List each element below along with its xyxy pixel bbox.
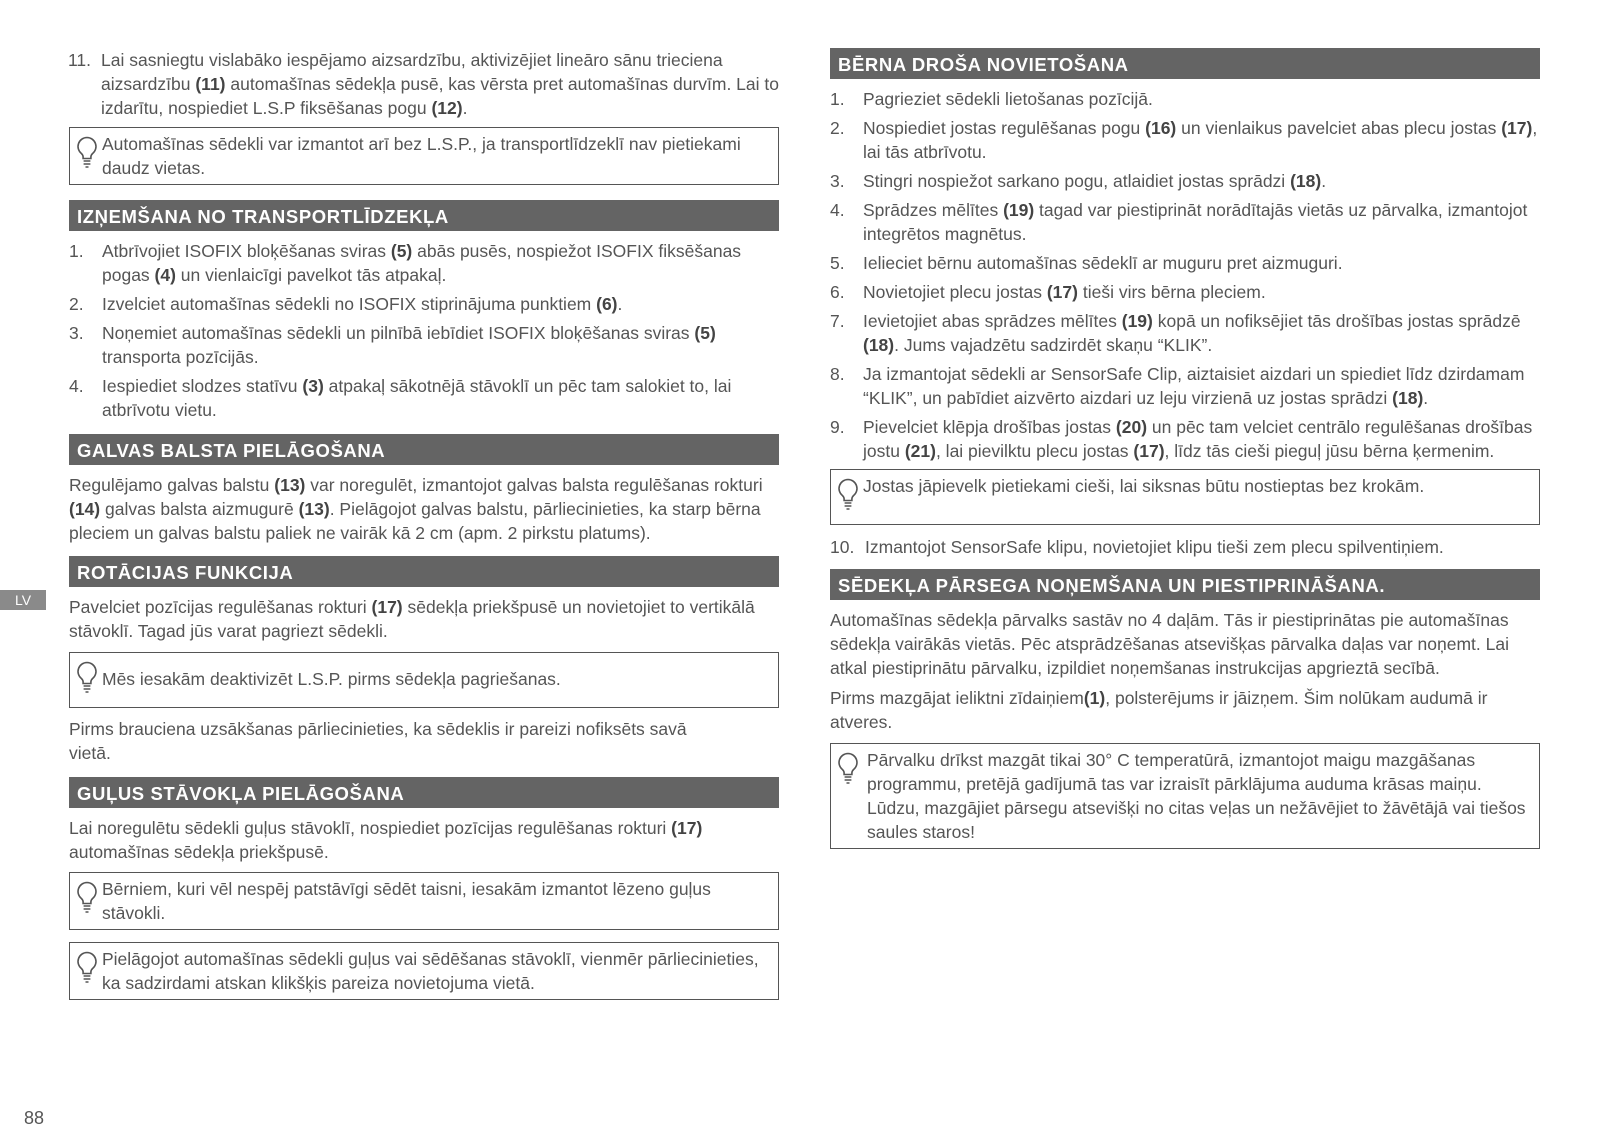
section-heading: GUĻUS STĀVOKĻA PIELĀGOŠANA — [69, 777, 779, 808]
lightbulb-icon — [74, 947, 102, 993]
language-tab: LV — [0, 590, 46, 610]
page-number: 88 — [24, 1108, 45, 1128]
tip-box — [69, 872, 779, 930]
paragraph: Pavelciet pozīcijas regulēšanas rokturi (17) sēdekļa priekšpusē un novietojiet to vertikālā stāvoklī. Tagad jūs varat pagriezt sēdekli. — [69, 597, 755, 641]
item-number: 4. — [830, 200, 845, 220]
item-text: Atbrīvojiet ISOFIX bloķēšanas sviras (5) abās pusēs, nospiežot ISOFIX fiksēšanas pogas (4) un vienlaicīgi pavelkot tās atpakaļ. — [102, 241, 742, 285]
tip-text: Mēs iesakām deaktivizēt L.S.P. pirms sēdekļa pagriešanas. — [102, 669, 561, 689]
tip-box — [69, 652, 779, 708]
right-column — [830, 48, 1540, 849]
item-number: 1. — [830, 89, 845, 109]
item-text: Stingri nospiežot sarkano pogu, atlaidiet jostas sprādzi (18). — [863, 171, 1327, 191]
item-number: 6. — [830, 282, 845, 302]
item-number: 8. — [830, 364, 845, 384]
section-heading: BĒRNA DROŠA NOVIETOŠANA — [830, 48, 1540, 79]
list-item — [830, 251, 1540, 275]
paragraph: Lai noregulētu sēdekli guļus stāvoklī, nospiediet pozīcijas regulēšanas rokturi (17) automašīnas sēdekļa priekšpusē. — [69, 818, 703, 862]
list-item — [69, 321, 779, 369]
paragraph: Pirms mazgājat ieliktni zīdaiņiem(1), polsterējums ir jāizņem. Šim nolūkam audumā ir atveres. — [830, 688, 1488, 732]
item-number: 1. — [69, 241, 84, 261]
item-text: Novietojiet plecu jostas (17) tieši virs bērna pleciem. — [863, 282, 1266, 302]
left-column — [69, 48, 779, 1000]
item-text: Nospiediet jostas regulēšanas pogu (16) un vienlaikus pavelciet abas plecu jostas (17), lai tās atbrīvotu. — [863, 118, 1538, 162]
section-heading: IZŅEMŠANA NO TRANSPORTLĪDZEKĻA — [69, 200, 779, 231]
item-text: Pievelciet klēpja drošības jostas (20) un pēc tam velciet centrālo regulēšanas drošības jostu (21), lai pievilktu plecu jostas (17), līdz tās cieši pieguļ jūsu bērna ķermenim. — [863, 417, 1533, 461]
lightbulb-icon — [74, 877, 102, 923]
list-item — [830, 169, 1540, 193]
item-number: 11. — [68, 50, 92, 70]
tip-text: Jostas jāpievelk pietiekami cieši, lai siksnas būtu nostieptas bez krokām. — [863, 476, 1425, 496]
list-item — [68, 48, 779, 120]
item-number: 2. — [830, 118, 845, 138]
tip-text: Pielāgojot automašīnas sēdekli guļus vai sēdēšanas stāvoklī, vienmēr pārliecinieties, ka sadzirdami atskan klikšķis pareiza novietojuma vietā. — [102, 949, 759, 993]
list-item — [830, 280, 1540, 304]
tip-box — [830, 743, 1540, 849]
item-number: 5. — [830, 253, 845, 273]
tip-text: Automašīnas sēdekli var izmantot arī bez L.S.P., ja transportlīdzeklī nav pietiekami daudz vietas. — [102, 134, 741, 178]
list-item — [830, 87, 1540, 111]
list-item — [69, 374, 779, 422]
lightbulb-icon — [74, 132, 102, 178]
list-item — [830, 198, 1540, 246]
item-number: 3. — [830, 171, 845, 191]
item-text: Noņemiet automašīnas sēdekli un pilnībā iebīdiet ISOFIX bloķēšanas sviras (5) transporta pozīcijās. — [102, 323, 716, 367]
item-number: 2. — [69, 294, 84, 314]
list-item — [69, 292, 779, 316]
item-number: 9. — [830, 417, 845, 437]
section-heading: SĒDEKĻA PĀRSEGA NOŅEMŠANA UN PIESTIPRINĀŠANA. — [830, 569, 1540, 600]
item-text: Sprādzes mēlītes (19) tagad var piestiprināt norādītajās vietās uz pārvalka, izmantojot integrētos magnētus. — [863, 200, 1528, 244]
list-item — [69, 239, 779, 287]
item-text: Izmantojot SensorSafe klipu, novietojiet klipu tieši zem plecu spilventiņiem. — [865, 537, 1444, 557]
paragraph: Automašīnas sēdekļa pārvalks sastāv no 4 daļām. Tās ir piestiprinātas pie automašīnas sēdekļa vairākās vietās. Pēc atsprādzēšanas atsevišķas pārvalka daļas var noņemt. Lai atkal piestiprinātu pārvalku, izpildiet noņemšanas instrukcijas apgrieztā secībā. — [830, 610, 1509, 678]
item-text: Iespiediet slodzes statīvu (3) atpakaļ sākotnējā stāvoklī un pēc tam salokiet to, lai atbrīvotu vietu. — [102, 376, 732, 420]
list-item — [830, 415, 1540, 463]
tip-text: Pārvalku drīkst mazgāt tikai 30° C temperatūrā, izmantojot maigu mazgāšanas programmu, pretējā gadījumā tas var izraisīt pārklājuma auduma krāsas maiņu. Lūdzu, mazgājiet pārsegu atsevišķi no citas veļas un nežāvējiet to žāvētājā vai tiešos saules staros! — [867, 750, 1526, 842]
item-text: Ja izmantojat sēdekli ar SensorSafe Clip, aiztaisiet aizdari un spiediet līdz dzirdamam “KLIK”, un pabīdiet aizvērto aizdari uz leju virzienā uz jostas sprādzi (18). — [863, 364, 1525, 408]
list-item — [830, 116, 1540, 164]
section-heading: GALVAS BALSTA PIELĀGOŠANA — [69, 434, 779, 465]
tip-box — [69, 942, 779, 1000]
tip-box — [69, 127, 779, 185]
item-number: 10. — [830, 537, 855, 557]
item-text: Ielieciet bērnu automašīnas sēdeklī ar muguru pret aizmuguri. — [863, 253, 1343, 273]
lightbulb-icon — [835, 474, 863, 520]
list-item — [830, 535, 1540, 559]
item-text: Izvelciet automašīnas sēdekli no ISOFIX stiprinājuma punktiem (6). — [102, 294, 623, 314]
paragraph: Pirms brauciena uzsākšanas pārliecinieties, ka sēdeklis ir pareizi nofiksēts savā vietā. — [69, 719, 687, 763]
item-number: 3. — [69, 323, 84, 343]
tip-box — [830, 469, 1540, 525]
list-item — [830, 362, 1540, 410]
item-text: Lai sasniegtu vislabāko iespējamo aizsardzību, aktivizējiet lineāro sānu trieciena aizsardzību (11) automašīnas sēdekļa pusē, kas vērsta pret automašīnas durvīm. Lai to izdarītu, nospiediet L.S.P fiksēšanas pogu (12). — [101, 50, 779, 118]
lightbulb-icon — [835, 748, 867, 794]
item-number: 7. — [830, 311, 845, 331]
paragraph: Regulējamo galvas balstu (13) var noregulēt, izmantojot galvas balsta regulēšanas rokturi (14) galvas balsta aizmugurē (13). Pielāgojot galvas balstu, pārliecinieties, ka starp bērna pleciem un galvas balstu paliek ne vairāk kā 2 cm (apm. 2 pirkstu platums). — [69, 475, 763, 543]
lightbulb-icon — [74, 657, 102, 703]
item-text: Ievietojiet abas sprādzes mēlītes (19) kopā un nofiksējiet tās drošības jostas sprādzē (18). Jums vajadzētu sadzirdēt skaņu “KLIK”. — [863, 311, 1521, 355]
tip-text: Bērniem, kuri vēl nespēj patstāvīgi sēdēt taisni, iesakām izmantot lēzeno guļus stāvokli. — [102, 879, 711, 923]
item-number: 4. — [69, 376, 84, 396]
list-item — [830, 309, 1540, 357]
section-heading: ROTĀCIJAS FUNKCIJA — [69, 556, 779, 587]
item-text: Pagrieziet sēdekli lietošanas pozīcijā. — [863, 89, 1153, 109]
